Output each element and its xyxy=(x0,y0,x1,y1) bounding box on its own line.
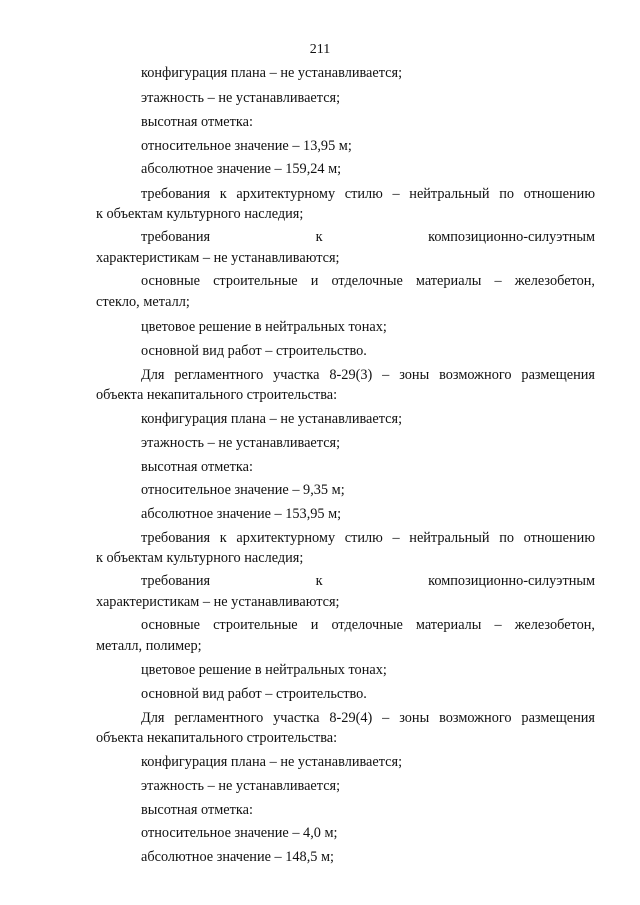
text-line: к объектам культурного наследия; xyxy=(96,550,304,566)
text-line: требования к композиционно-силуэтным xyxy=(141,573,595,589)
text-line: этажность – не устанавливается; xyxy=(141,778,341,794)
text-line: металл, полимер; xyxy=(96,638,202,654)
text-line: к объектам культурного наследия; xyxy=(96,206,304,222)
text-line: абсолютное значение – 148,5 м; xyxy=(141,849,335,865)
text-line: этажность – не устанавливается; xyxy=(141,435,341,451)
text-line: требования к архитектурному стилю – нейтральный по отношению xyxy=(141,186,595,202)
text-line: относительное значение – 9,35 м; xyxy=(141,482,345,498)
text-line: требования к архитектурному стилю – нейтральный по отношению xyxy=(141,530,595,546)
text-line: стекло, металл; xyxy=(96,294,190,310)
text-line: абсолютное значение – 159,24 м; xyxy=(141,161,342,177)
text-line: характеристикам – не устанавливаются; xyxy=(96,594,340,610)
text-line: относительное значение – 4,0 м; xyxy=(141,825,338,841)
page-number: 211 xyxy=(309,42,331,57)
text-line: Для регламентного участка 8-29(3) – зоны возможного размещения xyxy=(141,367,595,383)
text-line: конфигурация плана – не устанавливается; xyxy=(141,411,403,427)
text-line: цветовое решение в нейтральных тонах; xyxy=(141,319,387,335)
text-line: требования к композиционно-силуэтным xyxy=(141,229,595,245)
text-line: цветовое решение в нейтральных тонах; xyxy=(141,662,387,678)
text-line: объекта некапитального строительства: xyxy=(96,730,338,746)
text-line: характеристикам – не устанавливаются; xyxy=(96,250,340,266)
text-line: высотная отметка: xyxy=(141,802,253,818)
text-line: основные строительные и отделочные материалы – железобетон, xyxy=(141,617,595,633)
text-line: основной вид работ – строительство. xyxy=(141,686,367,702)
text-line: высотная отметка: xyxy=(141,459,253,475)
text-line: этажность – не устанавливается; xyxy=(141,90,341,106)
text-line: высотная отметка: xyxy=(141,114,253,130)
text-line: Для регламентного участка 8-29(4) – зоны возможного размещения xyxy=(141,710,595,726)
text-line: основные строительные и отделочные материалы – железобетон, xyxy=(141,273,595,289)
text-line: абсолютное значение – 153,95 м; xyxy=(141,506,342,522)
text-line: относительное значение – 13,95 м; xyxy=(141,138,352,154)
text-line: основной вид работ – строительство. xyxy=(141,343,367,359)
text-line: конфигурация плана – не устанавливается; xyxy=(141,754,403,770)
text-line: конфигурация плана – не устанавливается; xyxy=(141,65,403,81)
text-line: объекта некапитального строительства: xyxy=(96,387,338,403)
